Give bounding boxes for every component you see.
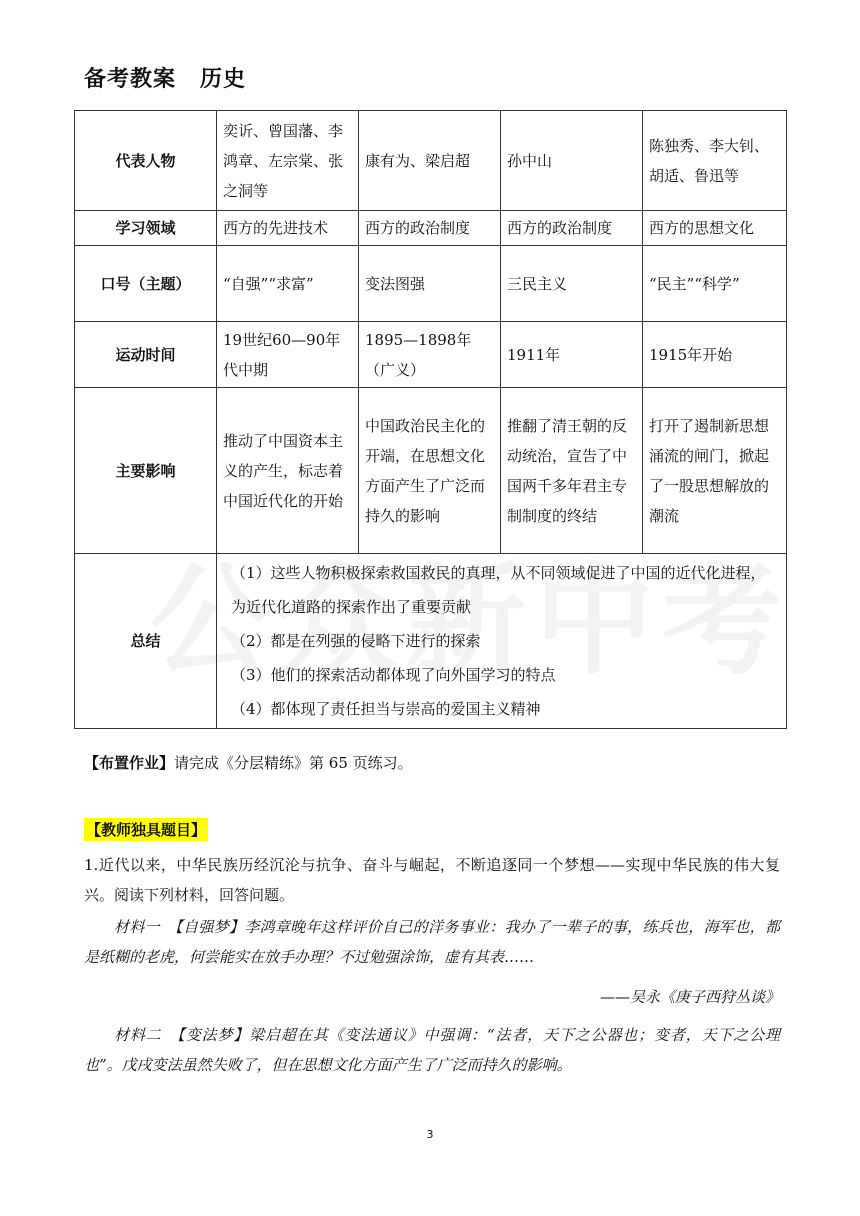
summary-item: （4）都体现了责任担当与崇高的爱国主义精神 (231, 700, 541, 718)
summary-item: （1）这些人物积极探索救国救民的真理，从不同领域促进了中国的近代化进程，为近代化道路的探索作出了重要贡献 (231, 564, 766, 616)
material-2: 材料二 【变法梦】梁启超在其《变法通议》中强调：“法者，天下之公器也；变者，天下之公理也”。戊戌变法虽然失败了，但在思想文化方面产生了广泛而持久的影响。 (84, 1026, 780, 1074)
homework (84, 752, 413, 773)
page-number: 3 (426, 1128, 434, 1141)
table-cell: 西方的政治制度 (359, 211, 501, 246)
table-cell: 西方的政治制度 (501, 211, 643, 246)
material-1-source: ——吴永《庚子西狩丛谈》 (599, 988, 780, 1006)
table-cell: 变法图强 (359, 246, 501, 322)
header-title: 备考教案 (84, 67, 177, 92)
homework-text: 请完成《分层精练》第 65 页练习。 (174, 754, 413, 772)
summary-cell (217, 554, 787, 729)
row-label: 运动时间 (75, 322, 217, 388)
summary-item: （3）他们的探索活动都体现了向外国学习的特点 (231, 666, 556, 684)
table-row (75, 388, 787, 554)
table-cell: 19世纪60—90年代中期 (217, 322, 359, 388)
table-cell: 推动了中国资本主义的产生，标志着中国近代化的开始 (217, 388, 359, 554)
header-subject: 历史 (200, 67, 247, 92)
row-label: 代表人物 (75, 111, 217, 211)
table-row (75, 211, 787, 246)
table-cell: “民主”“科学” (643, 246, 787, 322)
table-cell: 中国政治民主化的开端，在思想文化方面产生了广泛而持久的影响 (359, 388, 501, 554)
table-cell: 奕䜣、曾国藩、李鸿章、左宗棠、张之洞等 (217, 111, 359, 211)
table-cell: 1915年开始 (643, 322, 787, 388)
page-header (84, 62, 246, 93)
table-row (75, 322, 787, 388)
row-label: 口号（主题） (75, 246, 217, 322)
row-label: 主要影响 (75, 388, 217, 554)
summary-row (75, 554, 787, 729)
table-row (75, 111, 787, 211)
summary-label: 总结 (75, 554, 217, 729)
table-cell: 康有为、梁启超 (359, 111, 501, 211)
question-1: 1.近代以来，中华民族历经沉沦与抗争、奋斗与崛起，不断追逐同一个梦想——实现中华民族的伟大复兴。阅读下列材料，回答问题。 (84, 856, 780, 904)
table-cell: 推翻了清王朝的反动统治，宣告了中国两千多年君主专制制度的终结 (501, 388, 643, 554)
table-cell: “自强”“求富” (217, 246, 359, 322)
summary-item: （2）都是在列强的侵略下进行的探索 (231, 632, 481, 650)
homework-tag: 【布置作业】 (84, 754, 175, 772)
comparison-table (74, 110, 787, 729)
table-cell: 1895—1898年（广义） (359, 322, 501, 388)
table-cell: 1911年 (501, 322, 643, 388)
material-1: 材料一 【自强梦】李鸿章晚年这样评价自己的洋务事业：我办了一辈子的事，练兵也，海军也，都是纸糊的老虎，何尝能实在放手办理？不过勉强涂饰，虚有其表…… (84, 918, 780, 966)
table-row (75, 246, 787, 322)
teacher-section-tag: 【教师独具题目】 (84, 818, 208, 841)
row-label: 学习领域 (75, 211, 217, 246)
table-cell: 三民主义 (501, 246, 643, 322)
table-cell: 陈独秀、李大钊、胡适、鲁迅等 (643, 111, 787, 211)
table-cell: 西方的思想文化 (643, 211, 787, 246)
table-cell: 打开了遏制新思想涌流的闸门，掀起了一股思想解放的潮流 (643, 388, 787, 554)
table-cell: 孙中山 (501, 111, 643, 211)
table-cell: 西方的先进技术 (217, 211, 359, 246)
